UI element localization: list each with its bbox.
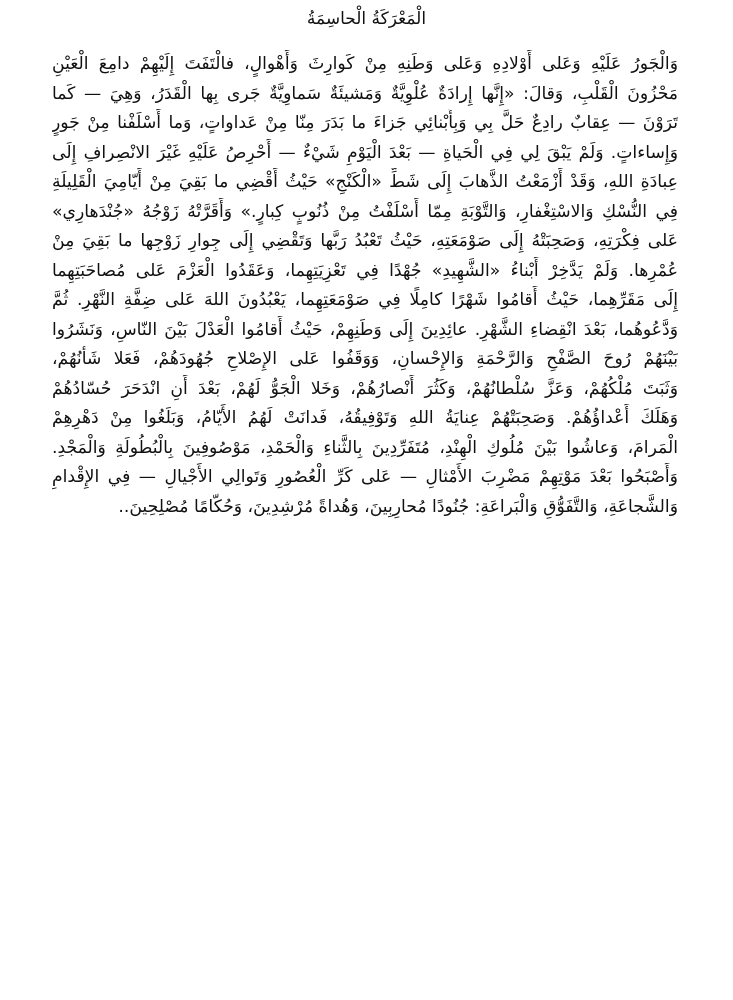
running-header-title: الْمَعْرَكَةُ الْحاسِمَةُ [306, 9, 427, 29]
text-line: وَثَبَتَ مُلْكُهُمْ، وَعَزَّ سُلْطانُهُمْ، وَكَثُرَ أَنْصارُهُمْ، وَخَلا الْجَوُّ لَهُمْ، بَعْدَ أَنِ انْدَحَرَ حُسّادُهُمْ [52, 378, 678, 399]
body-text [52, 50, 678, 522]
text-line: وَإِساءاتٍ. وَلَمْ يَبْقَ لِي فِي الْحَياةِ — بَعْدَ الْيَوْمِ شَيْءٌ — أَحْرِصُ عَلَيْهِ غَيْرَ الانْصِرافِ إِلَى [52, 142, 678, 163]
text-line: وَالْجَورُ عَلَيْهِ وَعَلى أَوْلادِهِ وَعَلى وَطَنِهِ مِنْ كَوارِثَ وَأَهْوالٍ، فالْتَفَتَ إِلَيْهِمْ دامِعَ الْعَيْنِ [52, 54, 678, 74]
text-line: الْمَرامَ، وَعاشُوا بَيْنَ مُلُوكِ الْهِنْدِ، مُتَفَرِّدِينَ بِالثَّناءِ وَالْحَمْدِ، مَوْصُوفِينَ بِالْبُطُولَةِ وَالْمَجْدِ. [52, 437, 678, 458]
text-line: وَأَصْبَحُوا بَعْدَ مَوْتِهِمْ مَضْرِبَ الأَمْثالِ — عَلى كَرِّ الْعُصُورِ وَتَوالِي الأَجْيالِ — فِي الإِقْدامِ [52, 467, 678, 487]
text-line: وَهَلَكَ أَعْداؤُهُمْ. وَصَحِبَتْهُمْ عِنايَةُ اللهِ وَتَوْفِيقُهُ، فَدانَتْ لَهُمُ الأَيّامُ، وَبَلَغُوا مِنْ دَهْرِهِمْ [52, 408, 678, 428]
text-line: بَيْنَهُمْ رُوحَ الصَّفْحِ وَالرَّحْمَةِ وَالإِحْسانِ، وَوَقَفُوا عَلى الإِصْلاحِ جُهُودَهُمْ، فَعَلا شَأْنُهُمْ، [52, 349, 678, 369]
text-line: مَحْزُونَ الْقَلْبِ، وَقالَ: «إِنَّها إِرادَةٌ عُلْوِيَّةٌ وَمَشيئَةٌ سَماوِيَّةٌ جَرى بِها الْقَدَرُ، وَهِيَ — كَما [52, 83, 678, 104]
text-line: عَلى فِكْرَتِهِ، وَصَحِبَتْهُ إِلَى صَوْمَعَتِهِ، حَيْثُ تَعْبُدُ رَبَّها وَتَقْضِي إِلَى جِوارِ زَوْجِها ما بَقِيَ مِنْ [52, 231, 678, 251]
text-line: عِبادَةِ اللهِ، وَقَدْ أَزْمَعْتُ الذَّهابَ إِلَى شَطِّ «الْكَنْجِ» حَيْثُ أَقْضِي ما بَقِيَ مِنْ أَيّامِيَ الْقَلِيلَةِ [52, 172, 678, 192]
text-line: إِلَى مَقَرِّهِما، حَيْثُ أَقامُوا شَهْرًا كامِلًا فِي صَوْمَعَتِهِما، يَعْبُدُونَ اللهَ عَلى ضِفَّةِ النَّهْرِ. ثُمَّ [52, 290, 678, 310]
text-line-last: وَالشَّجاعَةِ، وَالتَّفَوُّقِ وَالْبَراعَةِ: جُنُودًا مُحارِبِينَ، وَهُداةً مُرْشِدِينَ، وَحُكّامًا مُصْلِحِينَ.. [118, 496, 678, 517]
text-line: فِي النُّسْكِ وَالاسْتِغْفارِ، وَالتَّوْبَةِ مِمّا أَسْلَفْتُ مِنْ ذُنُوبٍ كِبارٍ.» وَأَقَرَّتْهُ زَوْجُهُ «جُنْدَهارِي» [52, 201, 678, 222]
text-line: تَرَوْنَ — عِقابٌ رادِعٌ حَلَّ بِي وَبِأَبْنائِي جَزاءَ ما بَدَرَ مِنّا مِنْ عَداواتٍ، وَما أَسْلَفْنا مِنْ جَورٍ [52, 113, 678, 133]
text-line: وَدَّعُوهُما، بَعْدَ انْقِضاءِ الشَّهْرِ. عائِدِينَ إِلَى وَطَنِهِمْ، حَيْثُ أَقامُوا الْعَدْلَ بَيْنَ النّاسِ، وَنَشَرُوا [52, 319, 678, 340]
text-line: عُمْرِها. وَلَمْ يَدَّخِرْ أَبْناءُ «الشَّهِيدِ» جُهْدًا فِي تَعْزِيَتِهِما، وَعَقَدُوا الْعَزْمَ عَلى مُصاحَبَتِهِما [52, 260, 678, 281]
